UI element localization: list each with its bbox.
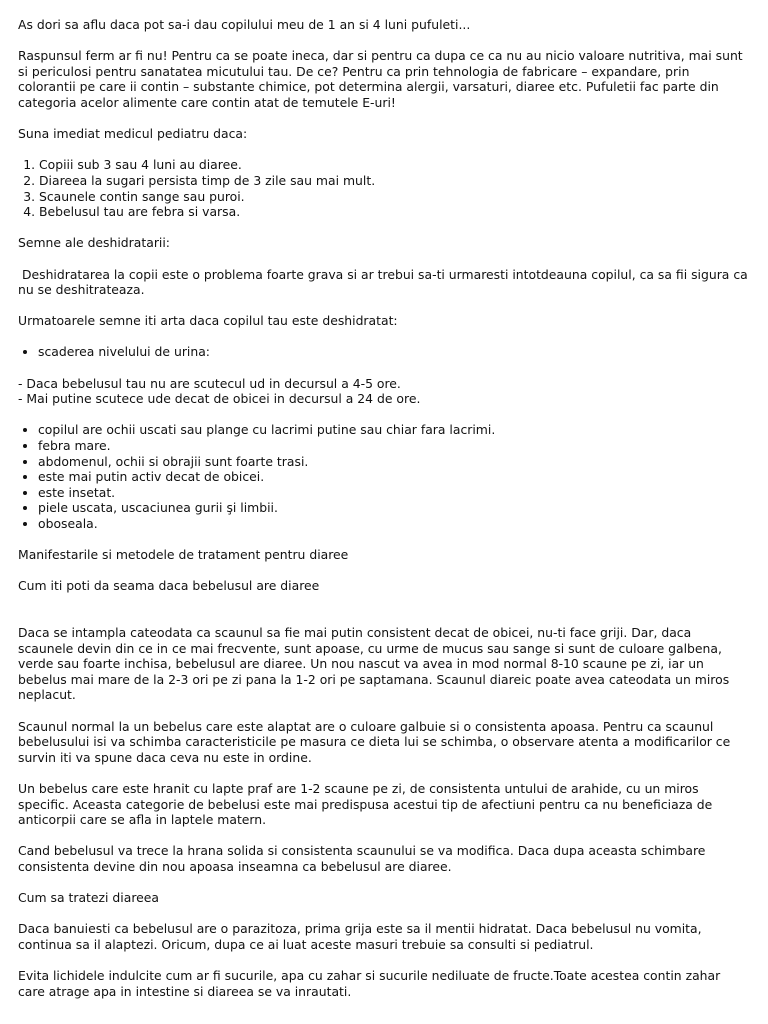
call-doctor-list bbox=[18, 157, 750, 219]
treat-heading: Cum sa tratezi diareea bbox=[18, 890, 159, 906]
answer-paragraph: Raspunsul ferm ar fi nu! Pentru ca se poate ineca, dar si pentru ca dupa ce ca nu au nicio valoare nutritiva, mai sunt si periculosi pentru sanatatea micutului tau. De ce? Pentru ca prin tehnologia de fabricare – expandare, prin colorantii pe care ii contin – substante chimice, pot determina alergii, varsaturi, diaree etc. Pufuletii fac parte din categoria acelor alimente care contin atat de temutele E-uri! bbox=[18, 48, 743, 110]
signs-intro: Urmatoarele semne iti arta daca copilul tau este deshidratat: bbox=[18, 313, 398, 329]
list-item: • este insetat. bbox=[38, 485, 750, 501]
signs-first-list bbox=[18, 344, 750, 360]
stool-paragraph: Daca se intampla cateodata ca scaunul sa fie mai putin consistent decat de obicei, nu-ti face griji. Dar, daca scaunele devin din ce in ce mai frecvente, sunt apoase, cu urme de mucus sau sange si sunt de culoare galbena, verde sau foarte inchisa, bebelusul are diaree. Un nou nascut va avea in mod normal 8-10 scaune pe zi, iar un bebelus mai mare de la 2-3 ori pe zi pana la 1-2 ori pe saptamana. Scaunul diareic poate avea cateodata un miros neplacut. bbox=[18, 624, 730, 703]
breastfed-paragraph: Scaunul normal la un bebelus care este alaptat are o culoare galbuie si o consistenta apoasa. Pentru ca scaunul bebelusului isi va schimba caracteristicile pe masura ce dieta lui se schimba, o observare atenta a modificarilor ce survin iti va spune daca ceva nu este in ordine. bbox=[18, 718, 731, 765]
manifestations-heading: Manifestarile si metodele de tratament pentru diaree bbox=[18, 547, 349, 563]
list-item: • oboseala. bbox=[38, 516, 750, 532]
dehydration-heading: Semne ale deshidratarii: bbox=[18, 235, 170, 251]
parasite-paragraph: Daca banuiesti ca bebelusul are o parazitoza, prima grija este sa il mentii hidratat. Daca bebelusul nu vomita, continua sa il alaptezi. Oricum, dupa ce ai luat aceste masuri trebuie sa consulti si pediatrul. bbox=[18, 921, 702, 952]
signs-rest-list bbox=[18, 422, 750, 531]
list-item: • abdomenul, ochii si obrajii sunt foarte trasi. bbox=[38, 454, 750, 470]
list-item: • este mai putin activ decat de obicei. bbox=[38, 469, 750, 485]
list-item: • febra mare. bbox=[38, 438, 750, 454]
list-item: • copilul are ochii uscati sau plange cu lacrimi putine sau chiar fara lacrimi. bbox=[38, 422, 750, 438]
formula-paragraph: Un bebelus care este hranit cu lapte praf are 1-2 scaune pe zi, de consistenta untului de arahide, cu un miros specific. Aceasta categorie de bebelusi este mai predispusa acestui tip de afectiuni pentru ca nu beneficiaza de anticorpii care se afla in laptele matern. bbox=[18, 780, 713, 828]
question-paragraph: As dori sa aflu daca pot sa-i dau copilului meu de 1 an si 4 luni pufuleti... bbox=[18, 17, 471, 32]
solid-food-paragraph: Cand bebelusul va trece la hrana solida si consistenta scaunului se va modifica. Daca dupa aceasta schimbare consistenta devine din nou apoasa inseamna ca bebelusul are diaree. bbox=[18, 843, 706, 874]
call-doctor-intro: Suna imediat medicul pediatru daca: bbox=[18, 126, 248, 142]
urine-details bbox=[18, 376, 750, 407]
list-item: 1. Copiii sub 3 sau 4 luni au diaree. bbox=[39, 157, 750, 173]
dehydration-intro: Deshidratarea la copii este o problema foarte grava si ar trebui sa-ti urmaresti intotdeauna copilul, ca sa fii sigura ca nu se deshitrateaza. bbox=[18, 266, 752, 298]
dash-line: - Daca bebelusul tau nu are scutecul ud in decursul a 4-5 ore. bbox=[18, 375, 401, 391]
dash-line: - Mai putine scutece ude decat de obicei in decursul a 24 de ore. bbox=[18, 391, 421, 407]
avoid-paragraph: Evita lichidele indulcite cum ar fi sucurile, apa cu zahar si sucurile nediluate de fructe.Toate acestea contin zahar care atrage apa in intestine si diareea se va inrautati. bbox=[18, 968, 721, 999]
how-to-know-heading: Cum iti poti da seama daca bebelusul are diaree bbox=[18, 578, 320, 594]
list-item: • scaderea nivelului de urina: bbox=[38, 344, 750, 360]
list-item: • piele uscata, uscaciunea gurii şi limbii. bbox=[38, 500, 750, 516]
list-item: 2. Diareea la sugari persista timp de 3 zile sau mai mult. bbox=[39, 173, 750, 189]
list-item: 3. Scaunele contin sange sau puroi. bbox=[39, 189, 750, 205]
list-item: 4. Bebelusul tau are febra si varsa. bbox=[39, 204, 750, 220]
